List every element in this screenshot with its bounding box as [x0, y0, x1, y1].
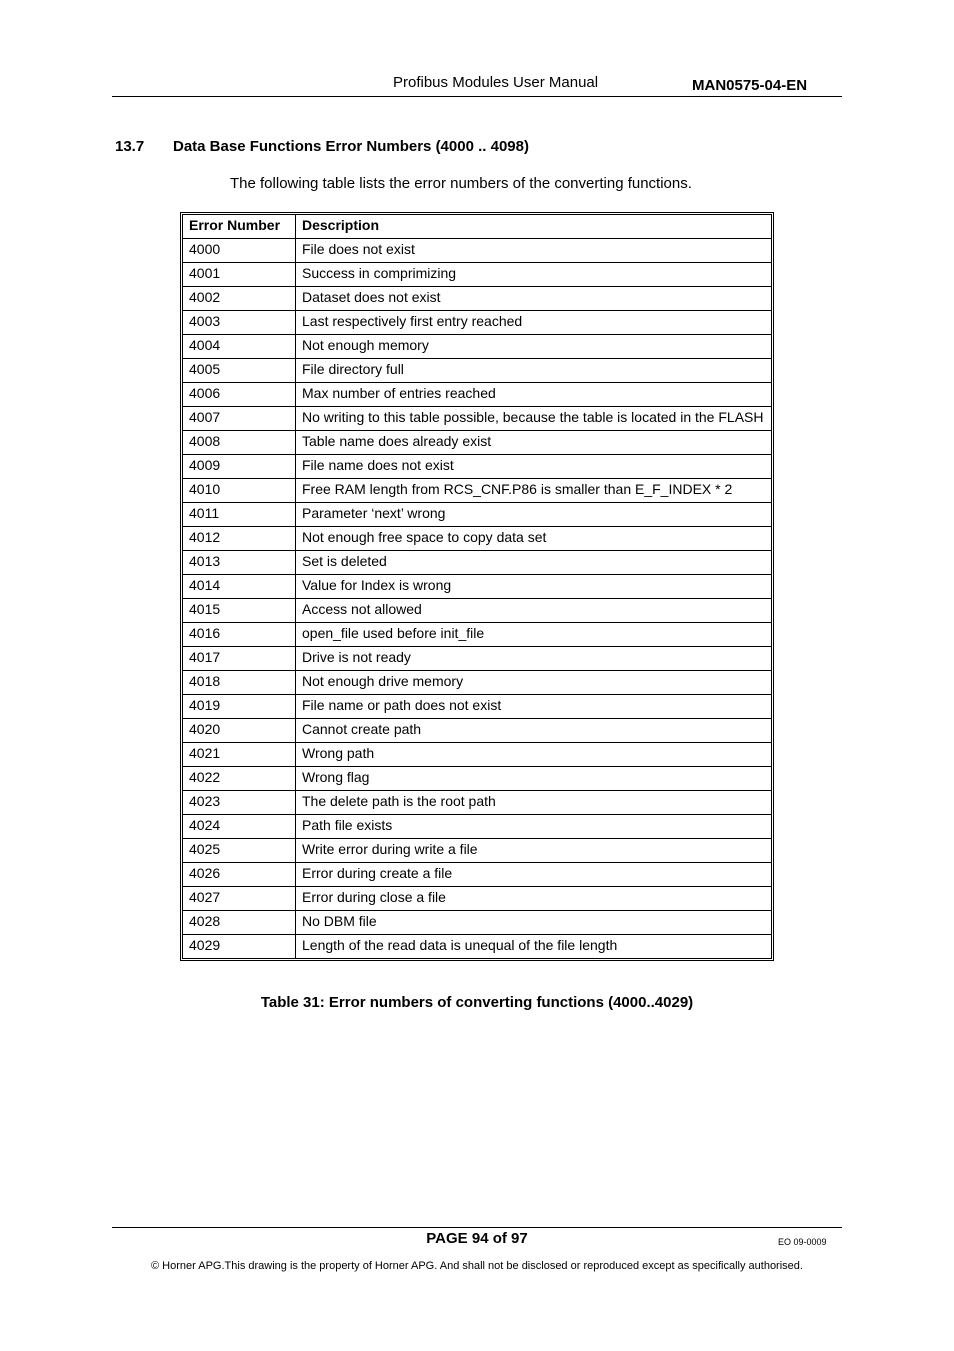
- description-cell: Wrong flag: [296, 767, 772, 791]
- description-cell: Not enough drive memory: [296, 671, 772, 695]
- header-error-number: Error Number: [183, 215, 296, 239]
- description-cell: Length of the read data is unequal of the file length: [296, 935, 772, 959]
- error-number-cell: 4003: [183, 311, 296, 335]
- description-cell: File name or path does not exist: [296, 695, 772, 719]
- description-cell: Access not allowed: [296, 599, 772, 623]
- table-row: [183, 575, 772, 599]
- description-cell: The delete path is the root path: [296, 791, 772, 815]
- table-row: [183, 527, 772, 551]
- table-row: [183, 599, 772, 623]
- table-row: [183, 719, 772, 743]
- error-number-cell: 4024: [183, 815, 296, 839]
- table-row: [183, 407, 772, 431]
- table-row: [183, 911, 772, 935]
- error-number-cell: 4027: [183, 887, 296, 911]
- error-number-cell: 4028: [183, 911, 296, 935]
- error-number-cell: 4015: [183, 599, 296, 623]
- description-cell: Value for Index is wrong: [296, 575, 772, 599]
- table-row: [183, 431, 772, 455]
- description-cell: Wrong path: [296, 743, 772, 767]
- table-row: [183, 791, 772, 815]
- error-number-cell: 4005: [183, 359, 296, 383]
- description-cell: Success in comprimizing: [296, 263, 772, 287]
- error-number-cell: 4025: [183, 839, 296, 863]
- error-number-cell: 4020: [183, 719, 296, 743]
- table-caption: Table 31: Error numbers of converting functions (4000..4029): [260, 994, 694, 1011]
- description-cell: Cannot create path: [296, 719, 772, 743]
- description-cell: Drive is not ready: [296, 647, 772, 671]
- table-row: [183, 239, 772, 263]
- table-row: [183, 287, 772, 311]
- table-header-row: [183, 215, 772, 239]
- intro-paragraph: The following table lists the error numbers of the converting functions.: [230, 175, 692, 192]
- table-row: [183, 263, 772, 287]
- copyright-notice: © Horner APG.This drawing is the property of Horner APG. And shall not be disclosed or reproduced except as specifically authorised.: [151, 1260, 803, 1272]
- description-cell: Not enough memory: [296, 335, 772, 359]
- error-number-cell: 4004: [183, 335, 296, 359]
- footer-divider: [112, 1227, 842, 1228]
- description-cell: Table name does already exist: [296, 431, 772, 455]
- error-number-cell: 4002: [183, 287, 296, 311]
- description-cell: Max number of entries reached: [296, 383, 772, 407]
- error-number-cell: 4029: [183, 935, 296, 959]
- description-cell: File name does not exist: [296, 455, 772, 479]
- header-description: Description: [296, 215, 772, 239]
- header-divider: [112, 96, 842, 97]
- table-row: [183, 623, 772, 647]
- description-cell: Path file exists: [296, 815, 772, 839]
- table-row: [183, 839, 772, 863]
- section-number: 13.7: [115, 138, 145, 155]
- page-number: PAGE 94 of 97: [426, 1230, 528, 1247]
- table-row: [183, 383, 772, 407]
- error-number-cell: 4010: [183, 479, 296, 503]
- table-row: [183, 455, 772, 479]
- header-title: Profibus Modules User Manual: [393, 74, 599, 91]
- error-number-cell: 4014: [183, 575, 296, 599]
- description-cell: Write error during write a file: [296, 839, 772, 863]
- description-cell: Parameter ‘next’ wrong: [296, 503, 772, 527]
- error-number-cell: 4023: [183, 791, 296, 815]
- error-number-cell: 4001: [183, 263, 296, 287]
- error-number-cell: 4026: [183, 863, 296, 887]
- section-title: Data Base Functions Error Numbers (4000 .. 4098): [173, 138, 529, 155]
- table-row: [183, 935, 772, 959]
- table-row: [183, 647, 772, 671]
- table-row: [183, 551, 772, 575]
- error-number-cell: 4013: [183, 551, 296, 575]
- table-row: [183, 479, 772, 503]
- error-number-cell: 4009: [183, 455, 296, 479]
- error-table: [182, 214, 772, 959]
- table-row: [183, 767, 772, 791]
- error-number-cell: 4006: [183, 383, 296, 407]
- description-cell: Not enough free space to copy data set: [296, 527, 772, 551]
- description-cell: Set is deleted: [296, 551, 772, 575]
- table-row: [183, 743, 772, 767]
- error-number-cell: 4019: [183, 695, 296, 719]
- error-number-cell: 4012: [183, 527, 296, 551]
- error-number-cell: 4008: [183, 431, 296, 455]
- error-number-cell: 4017: [183, 647, 296, 671]
- description-cell: No writing to this table possible, because the table is located in the FLASH: [296, 407, 772, 431]
- error-number-cell: 4016: [183, 623, 296, 647]
- eo-number: EO 09-0009: [778, 1237, 827, 1247]
- description-cell: Error during create a file: [296, 863, 772, 887]
- error-number-cell: 4007: [183, 407, 296, 431]
- error-number-cell: 4011: [183, 503, 296, 527]
- description-cell: Last respectively first entry reached: [296, 311, 772, 335]
- error-number-cell: 4021: [183, 743, 296, 767]
- description-cell: File does not exist: [296, 239, 772, 263]
- table-row: [183, 863, 772, 887]
- table-row: [183, 311, 772, 335]
- table-row: [183, 887, 772, 911]
- table-row: [183, 815, 772, 839]
- description-cell: Free RAM length from RCS_CNF.P86 is smaller than E_F_INDEX * 2: [296, 479, 772, 503]
- table-row: [183, 671, 772, 695]
- description-cell: open_file used before init_file: [296, 623, 772, 647]
- description-cell: File directory full: [296, 359, 772, 383]
- error-number-cell: 4022: [183, 767, 296, 791]
- document-number: MAN0575-04-EN: [692, 77, 808, 94]
- error-number-cell: 4018: [183, 671, 296, 695]
- description-cell: Error during close a file: [296, 887, 772, 911]
- table-row: [183, 335, 772, 359]
- table-row: [183, 359, 772, 383]
- table-row: [183, 695, 772, 719]
- description-cell: No DBM file: [296, 911, 772, 935]
- description-cell: Dataset does not exist: [296, 287, 772, 311]
- error-number-cell: 4000: [183, 239, 296, 263]
- table-row: [183, 503, 772, 527]
- error-table-frame: [180, 212, 774, 961]
